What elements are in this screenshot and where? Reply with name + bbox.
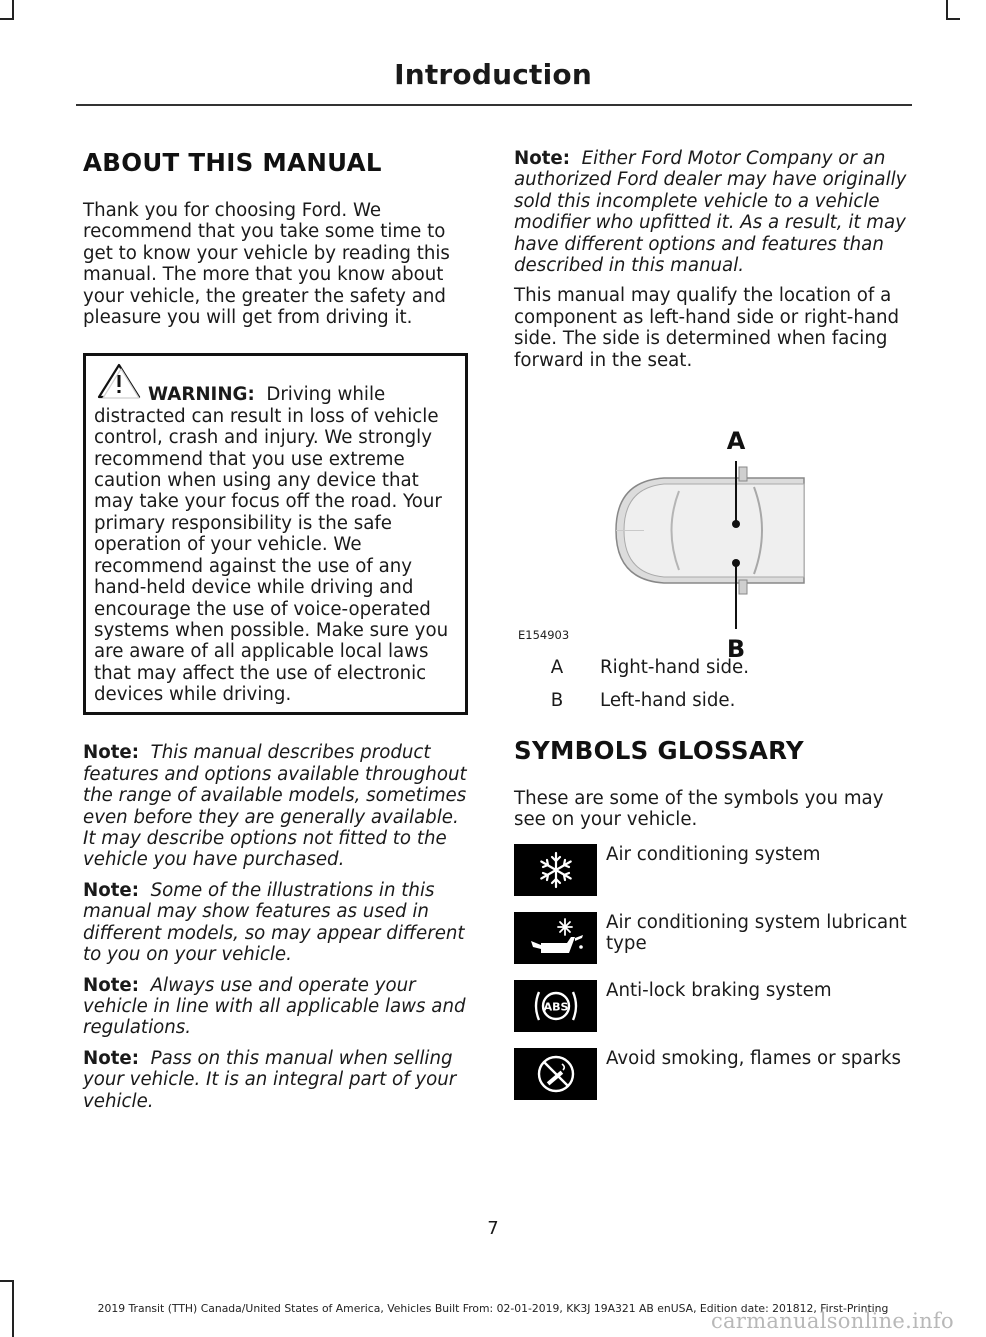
note-paragraph <box>514 148 910 276</box>
symbol-item <box>514 844 910 912</box>
crop-mark <box>0 18 14 20</box>
warning-body: Driving while distracted can result in loss of vehicle control, crash and injury. We strongly recommend that you use extreme caution when using any device that may take your focus off the road. Your primary responsibility is the safe operation of your vehicle. We recommend against the use of any hand-held device while driving and encourage the use of voice-operated systems when possible. Make sure you are aware of all applicable local laws that may affect the use of electronic devices while driving. <box>94 384 449 706</box>
glossary-intro: These are some of the symbols you may see on your vehicle. <box>514 788 884 831</box>
right-column <box>514 148 910 1116</box>
callout-label-b: B <box>726 635 746 664</box>
note-label: Note: <box>83 974 140 996</box>
no-smoking-icon <box>514 1048 597 1100</box>
note-paragraph <box>83 1048 475 1112</box>
symbol-label: Avoid smoking, flames or sparks <box>606 1047 901 1069</box>
note-text: This manual describes product features and options available throughout the range of available models, sometimes even before they are generally available. It may describe options not fitted to the vehicle you have purchased. <box>83 742 467 871</box>
caption-key: A <box>550 657 564 679</box>
crop-mark <box>946 18 960 20</box>
warning-box <box>83 353 468 715</box>
caption-key: B <box>550 690 564 712</box>
page-title: Introduction <box>394 58 592 91</box>
note-text: Always use and operate your vehicle in line with all applicable laws and regulations. <box>83 974 466 1039</box>
figure-code: E154903 <box>518 628 570 643</box>
symbol-label: Anti-lock braking system <box>606 979 832 1001</box>
header-divider <box>76 104 912 106</box>
figure-captions <box>514 657 910 711</box>
watermark-text: carmanualsonline.info <box>710 1309 954 1333</box>
symbol-item <box>514 1048 910 1116</box>
note-text: Either Ford Motor Company or an authorized Ford dealer may have originally sold this incomplete vehicle to a vehicle modifier who upfitted it. As a result, it may have different options and features than described in this manual. <box>514 148 907 277</box>
note-paragraph <box>83 880 475 966</box>
callout-dot-a <box>732 520 740 528</box>
warning-triangle-icon <box>97 362 141 400</box>
caption-row <box>514 657 910 678</box>
caption-row <box>514 690 910 711</box>
note-label: Note: <box>514 148 571 169</box>
left-column <box>83 148 475 1112</box>
section-heading-glossary: SYMBOLS GLOSSARY <box>514 736 804 766</box>
footer-text: 2019 Transit (TTH) Canada/United States of America, Vehicles Built From: 02-01-2019, KK3J 19A321 AB enUSA, Edition date: 201812, First-Printing <box>97 1302 889 1315</box>
abs-icon <box>514 980 597 1032</box>
note-label: Note: <box>83 1047 140 1069</box>
oil-can-icon <box>514 912 597 964</box>
crop-mark <box>0 1280 14 1282</box>
note-paragraph <box>83 975 475 1039</box>
snowflake-icon <box>514 844 597 896</box>
symbol-list <box>514 844 910 1116</box>
caption-text: Right-hand side. <box>600 657 750 679</box>
note-label: Note: <box>83 879 140 901</box>
note-text: Pass on this manual when selling your vehicle. It is an integral part of your vehicle. <box>83 1047 457 1112</box>
warning-label: WARNING: <box>148 384 255 406</box>
intro-paragraph: Thank you for choosing Ford. We recommend that you take some time to get to know your vehicle by reading this manual. The more that you know about your vehicle, the greater the safety and pleasure you will get from driving it. <box>83 200 450 329</box>
note-label: Note: <box>83 742 140 764</box>
section-heading-about: ABOUT THIS MANUAL <box>83 148 382 177</box>
side-paragraph: This manual may qualify the location of a component as left-hand side or right-hand side. The side is determined when facing forward in the seat. <box>514 285 900 371</box>
vehicle-top-view <box>616 467 804 594</box>
page-number: 7 <box>487 1218 499 1239</box>
crop-mark <box>12 0 14 20</box>
symbol-item <box>514 980 910 1048</box>
symbol-label: Air conditioning system lubricant type <box>606 911 907 954</box>
symbol-label: Air conditioning system <box>606 843 821 865</box>
vehicle-side-figure <box>514 383 910 664</box>
note-text: Some of the illustrations in this manual may show features as used in different models, so may appear different to you on your vehicle. <box>83 879 465 966</box>
crop-mark <box>946 0 948 20</box>
callout-label-a: A <box>726 427 746 456</box>
warning-text <box>94 384 459 705</box>
symbol-item <box>514 912 910 980</box>
caption-text: Left-hand side. <box>600 690 736 712</box>
note-paragraph <box>83 742 475 870</box>
svg-text:ABS: ABS <box>543 1000 568 1014</box>
